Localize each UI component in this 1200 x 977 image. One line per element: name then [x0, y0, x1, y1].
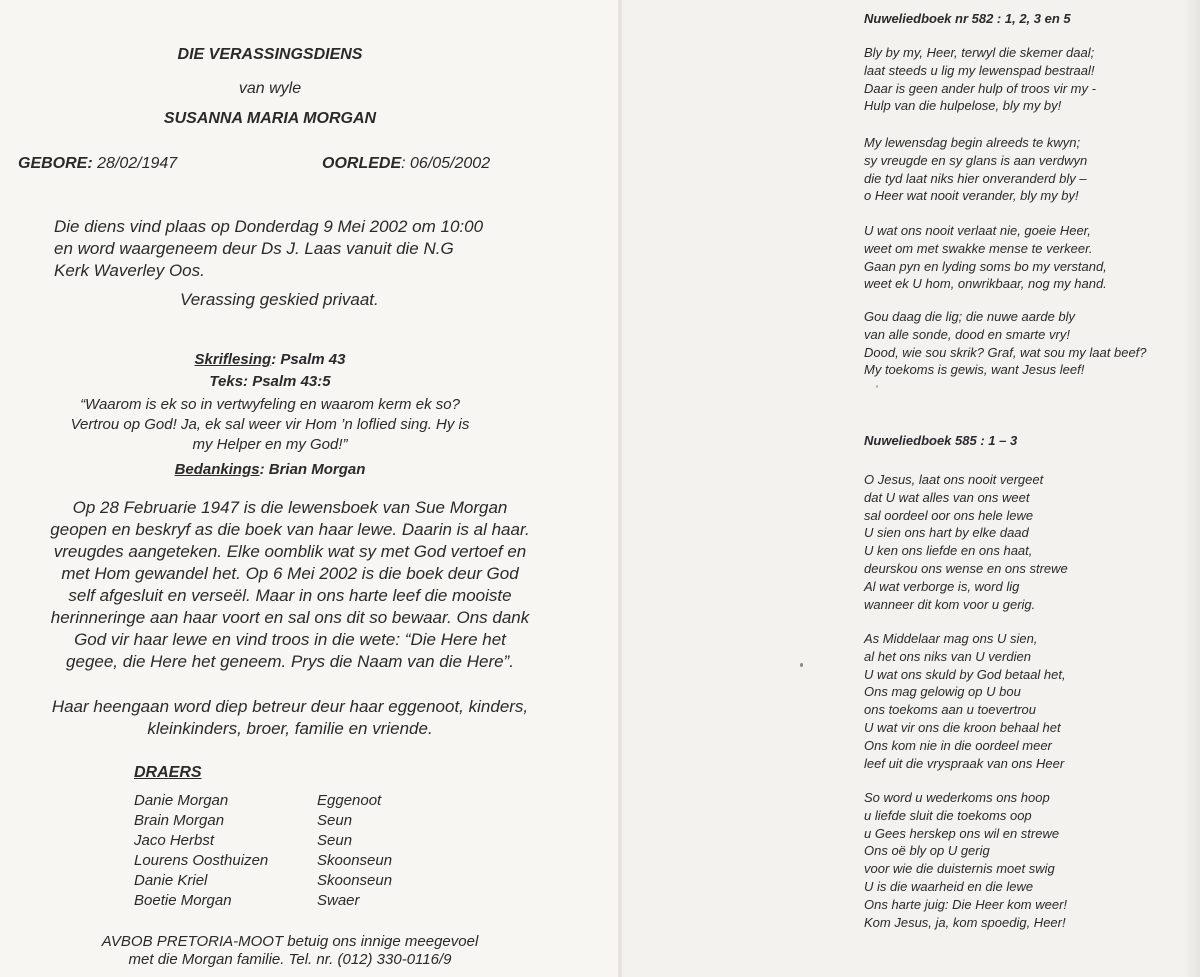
paper-speck	[800, 663, 803, 667]
hymn-line: deurskou ons wense en ons strewe	[864, 560, 1068, 576]
service-line: en word waargeneem deur Ds J. Laas vanuit die N.G	[54, 239, 454, 258]
bearer-relation: Skoonseun	[317, 872, 393, 889]
paper-edge	[1184, 0, 1200, 977]
hymn-line: wanneer dit kom voor u gerig.	[864, 596, 1036, 612]
bearer-relation: Seun	[317, 832, 353, 849]
bearers-list	[134, 791, 392, 911]
hymn-line: voor wie die duisternis moet swig	[864, 861, 1055, 877]
hymn2-stanza	[864, 789, 1067, 931]
hymn-line: sy vreugde en sy glans is aan verdwyn	[864, 152, 1088, 168]
hymn-line: al het ons niks van U verdien	[864, 648, 1031, 664]
died-line	[322, 155, 490, 173]
hymn-line: Gaan pyn en lyding soms bo my verstand,	[864, 258, 1107, 274]
mourn-line: Haar heengaan word diep betreur deur haar eggenoot, kinders,	[51, 697, 529, 716]
hymn-line: Ons kom nie in die oordeel meer	[864, 737, 1052, 753]
bio-line: self afgesluit en verseël. Maar in ons harte leef die mooiste	[68, 586, 512, 605]
hymn-line: weet om met swakke mense te verkeer.	[864, 240, 1093, 256]
hymn-line: U wat ons skuld by God betaal het,	[864, 666, 1066, 682]
bearer-row	[134, 791, 392, 811]
hymn-line: Bly by my, Heer, terwyl die skemer daal;	[864, 45, 1095, 60]
reading-value: : Psalm 43	[271, 351, 346, 368]
hymn-line: My lewensdag begin alreeds te kwyn;	[864, 135, 1081, 150]
hymn-line: Gou daag die lig; die nuwe aarde bly	[864, 309, 1076, 324]
thanks-value: : Brian Morgan	[259, 461, 366, 478]
hymn-line: Ons harte juig: Die Heer kom weer!	[864, 896, 1068, 912]
hymn-line: U wat ons nooit verlaat nie, goeie Heer,	[864, 223, 1091, 238]
hymn-line: My toekoms is gewis, want Jesus leef!	[864, 362, 1085, 378]
bearer-row	[134, 831, 392, 851]
hymn2-title: Nuweliedboek 585 : 1 – 3	[864, 433, 1018, 448]
hymn-line: Dood, wie sou skrik? Graf, wat sou my laat beef?	[864, 344, 1147, 360]
page-fold	[618, 0, 622, 977]
bio-line: God vir haar lewe en vind troos in die wete: “Die Here het	[74, 630, 506, 649]
bearer-row	[134, 871, 392, 891]
scripture-verse	[0, 395, 540, 455]
hymn-line: Al wat verborge is, word lig	[864, 578, 1020, 594]
service-details	[54, 216, 483, 282]
bearer-name: Jaco Herbst	[134, 832, 215, 849]
verse-line: my Helper en my God!”	[192, 436, 348, 453]
hymn-line: Daar is geen ander hulp of troos vir my -	[864, 80, 1096, 96]
hymn-line: So word u wederkoms ons hoop	[864, 790, 1050, 805]
hymn1-title: Nuweliedboek nr 582 : 1, 2, 3 en 5	[864, 11, 1071, 26]
bearer-name: Boetie Morgan	[134, 892, 232, 909]
reading-line	[0, 351, 540, 368]
verse-line: Vertrou op God! Ja, ek sal weer vir Hom ’n loflied sing. Hy is	[70, 416, 470, 433]
died-date: : 06/05/2002	[401, 155, 491, 172]
hymn-line: U is die waarheid en die lewe	[864, 878, 1034, 894]
hymn1-stanza	[864, 222, 1107, 293]
died-label: OORLEDE	[322, 155, 402, 172]
cremation-note: Verassing geskied privaat.	[180, 290, 379, 309]
hymn-line: Ons mag gelowig op U bou	[864, 684, 1021, 700]
hymn-line: leef uit die vryspraak van ons Heer	[864, 755, 1065, 771]
reading-label: Skriflesing	[194, 351, 272, 368]
bio-line: herinneringe aan haar voort en sal ons dit so bewaar. Ons dank	[50, 608, 530, 627]
bearer-name: Danie Kriel	[134, 872, 208, 889]
verse-line: “Waarom is ek so in vertwyfeling en waarom kerm ek so?	[80, 396, 460, 413]
hymn-line: weet ek U hom, onwrikbaar, nog my hand.	[864, 276, 1107, 292]
paper-speck	[876, 385, 878, 388]
deceased-name: SUSANNA MARIA MORGAN	[163, 110, 377, 127]
hymn-line: sal oordeel oor ons hele lewe	[864, 507, 1034, 523]
text-reference: Teks: Psalm 43:5	[209, 373, 331, 390]
thanks-line	[0, 461, 540, 478]
service-line: Kerk Waverley Oos.	[54, 261, 205, 280]
service-title: DIE VERASSINGSDIENS	[177, 46, 363, 63]
service-line: Die diens vind plaas op Donderdag 9 Mei 2002 om 10:00	[54, 217, 484, 236]
bio-line: gegee, die Here het geneem. Prys die Naam van die Here”.	[66, 652, 514, 671]
bearer-row	[134, 851, 392, 871]
bearer-name: Danie Morgan	[134, 792, 229, 809]
hymn-line: Kom Jesus, ja, kom spoedig, Heer!	[864, 914, 1066, 930]
born-line	[18, 155, 177, 173]
hymn-line: ons toekoms aan u toevertrou	[864, 702, 1036, 718]
hymn-line: u liefde sluit die toekoms oop	[864, 807, 1032, 823]
hymn-line: Ons oë bly op U gerig	[864, 843, 990, 859]
condolence-footer	[0, 933, 580, 969]
bearer-row	[134, 811, 392, 831]
hymn-line: van alle sonde, dood en smarte vry!	[864, 326, 1070, 342]
bearer-name: Brain Morgan	[134, 812, 225, 829]
footer-line: AVBOB PRETORIA-MOOT betuig ons innige meegevoel	[101, 933, 479, 950]
footer-line: met die Morgan familie. Tel. nr. (012) 330-0116/9	[128, 951, 452, 968]
hymn-line: O Jesus, laat ons nooit vergeet	[864, 472, 1044, 487]
born-date: 28/02/1947	[97, 155, 178, 172]
hymn-line: Hulp van die hulpelose, bly my by!	[864, 98, 1062, 114]
hymn-line: die tyd laat niks hier onveranderd bly –	[864, 170, 1087, 186]
hymn1-stanza	[864, 44, 1096, 115]
bearer-relation: Swaer	[317, 892, 360, 909]
thanks-label: Bedankings	[174, 461, 260, 478]
hymn1-stanza	[864, 134, 1087, 205]
hymn-line: laat steeds u lig my lewenspad bestraal!	[864, 62, 1095, 78]
hymn1-stanza	[864, 308, 1147, 379]
hymn-line: As Middelaar mag ons U sien,	[864, 631, 1038, 646]
hymn2-stanza	[864, 630, 1066, 772]
bearer-relation: Skoonseun	[317, 852, 393, 869]
bearer-row	[134, 891, 392, 911]
mourn-line: kleinkinders, broer, familie en vriende.	[147, 719, 433, 738]
bearer-name: Lourens Oosthuizen	[134, 852, 269, 869]
service-subtitle: van wyle	[238, 80, 302, 97]
hymn-line: o Heer wat nooit verander, bly my by!	[864, 188, 1079, 204]
hymn-line: U sien ons hart by elke daad	[864, 525, 1029, 541]
hymn-line: u Gees herskep ons wil en strewe	[864, 825, 1060, 841]
bio-line: geopen en beskryf as die boek van haar lewe. Daarin is al haar.	[50, 520, 530, 539]
hymn-line: U ken ons liefde en ons haat,	[864, 543, 1033, 559]
bio-line: vreugdes aangeteken. Elke oomblik wat sy met God vertoef en	[53, 542, 527, 561]
born-label: GEBORE:	[18, 155, 93, 172]
hymn-line: U wat vir ons die kroon behaal het	[864, 719, 1061, 735]
hymn-line: dat U wat alles van ons weet	[864, 489, 1030, 505]
bearers-title: DRAERS	[134, 764, 202, 781]
bio-line: Op 28 Februarie 1947 is die lewensboek van Sue Morgan	[72, 498, 508, 517]
bearer-relation: Eggenoot	[317, 792, 382, 809]
bearer-relation: Seun	[317, 812, 353, 829]
bio-line: met Hom gewandel het. Op 6 Mei 2002 is die boek deur God	[61, 564, 519, 583]
hymn2-stanza	[864, 471, 1068, 613]
